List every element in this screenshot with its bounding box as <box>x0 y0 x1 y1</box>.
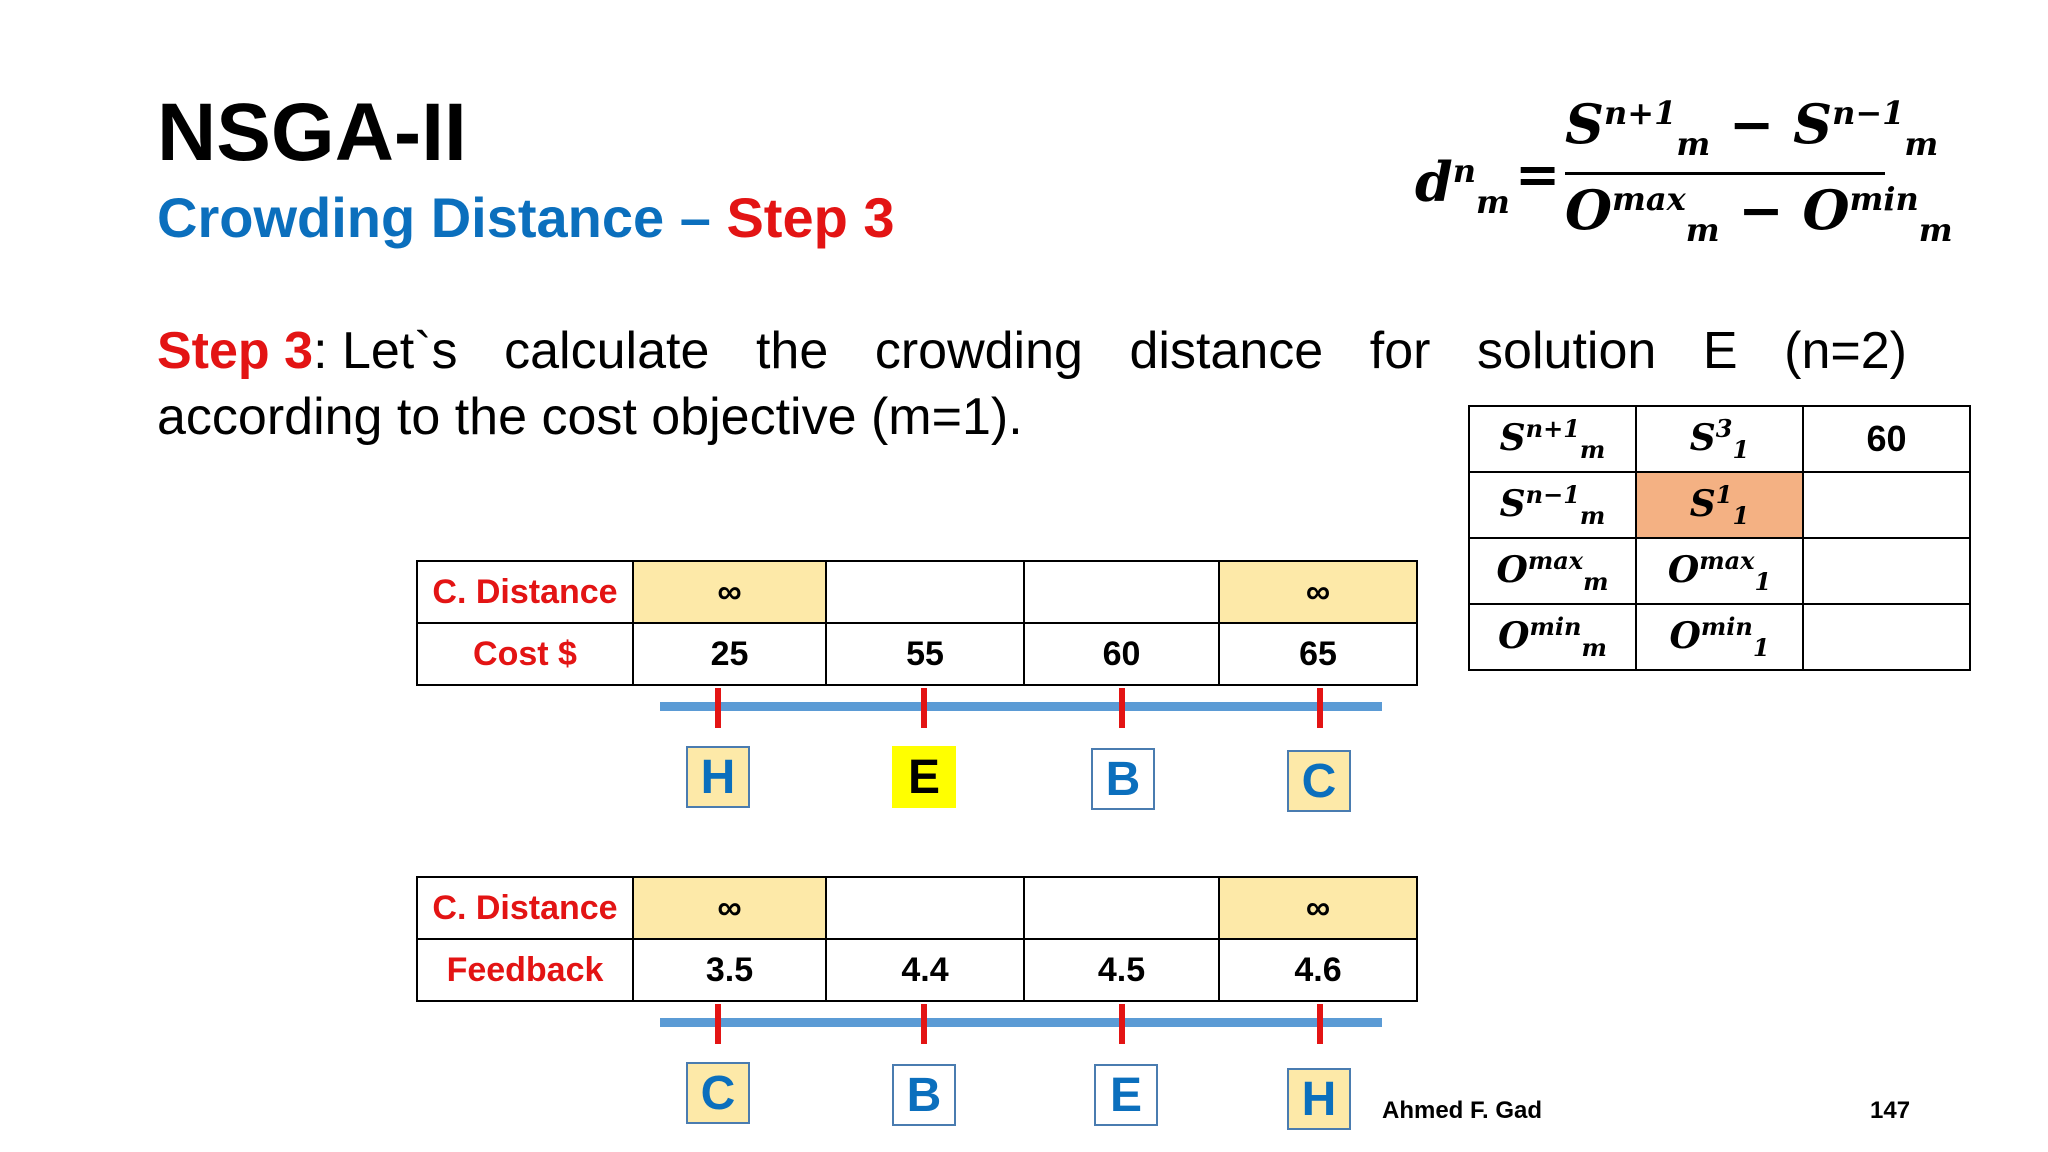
table-row <box>1469 406 1970 472</box>
distance-cell: ∞ <box>633 561 826 623</box>
symbol-cell: $O^{min}_m$ <box>1469 604 1636 670</box>
cost-axis-tick <box>921 688 927 728</box>
formula-fraction-bar <box>1565 172 1885 175</box>
symbol-cell: $O^{max}_m$ <box>1469 538 1636 604</box>
specific-symbol-cell-highlighted: $S^1_1$ <box>1636 472 1803 538</box>
objective-value-cell: 25 <box>633 623 826 685</box>
cost-axis-tick <box>1317 688 1323 728</box>
step-label: Step 3 <box>157 322 314 380</box>
reference-values-table <box>1468 405 1971 671</box>
feedback-axis-line <box>660 1018 1382 1027</box>
distance-cell: ∞ <box>633 877 826 939</box>
page-number: 147 <box>1870 1097 1911 1124</box>
symbol-cell: $S^{n-1}_m$ <box>1469 472 1636 538</box>
feedback-axis-tick <box>715 1004 721 1044</box>
table-row <box>417 561 1417 623</box>
feedback-axis-tick <box>921 1004 927 1044</box>
specific-symbol-cell: $O^{min}_1$ <box>1636 604 1803 670</box>
footer-author: Ahmed F. Gad <box>1382 1097 1543 1124</box>
distance-cell <box>1024 561 1219 623</box>
objective-value-cell: 4.4 <box>826 939 1024 1001</box>
feedback-table <box>416 876 1418 1002</box>
value-cell: 60 <box>1803 406 1970 472</box>
formula-denominator: $O^{max}_m - O^{min}_m$ <box>1565 178 1953 249</box>
distance-label: C. Distance <box>417 561 633 623</box>
distance-cell <box>1024 877 1219 939</box>
slide-subtitle <box>157 186 895 249</box>
subtitle-topic: Crowding Distance – <box>157 186 711 249</box>
solution-box-h: H <box>1287 1068 1351 1130</box>
feedback-axis-tick <box>1317 1004 1323 1044</box>
distance-cell <box>826 561 1024 623</box>
formula-equals: = <box>1515 142 1561 206</box>
value-cell <box>1803 472 1970 538</box>
specific-symbol-cell: $S^3_1$ <box>1636 406 1803 472</box>
solution-box-h: H <box>686 746 750 808</box>
value-cell <box>1803 604 1970 670</box>
cost-axis-tick <box>715 688 721 728</box>
symbol-cell: $S^{n+1}_m$ <box>1469 406 1636 472</box>
objective-label: Feedback <box>417 939 633 1001</box>
table-row <box>1469 604 1970 670</box>
table-row <box>1469 472 1970 538</box>
objective-value-cell: 55 <box>826 623 1024 685</box>
solution-box-c: C <box>686 1062 750 1124</box>
value-cell <box>1803 538 1970 604</box>
table-row <box>417 623 1417 685</box>
step-line-2: according to the cost objective (m=1). <box>157 388 1023 446</box>
subtitle-step: Step 3 <box>726 186 895 249</box>
objective-value-cell: 60 <box>1024 623 1219 685</box>
solution-box-b: B <box>892 1064 956 1126</box>
cost-axis-line <box>660 702 1382 711</box>
slide-title: NSGA-II <box>157 87 467 178</box>
objective-value-cell: 4.5 <box>1024 939 1219 1001</box>
crowding-distance-formula <box>1415 92 1953 252</box>
cost-table <box>416 560 1418 686</box>
step-line-1: Step 3: Let`s calculate the crowding distance for solution E (n=2) <box>157 322 1907 380</box>
specific-symbol-cell: $O^{max}_1$ <box>1636 538 1803 604</box>
solution-box-b: B <box>1091 748 1155 810</box>
objective-value-cell: 65 <box>1219 623 1417 685</box>
formula-numerator: $S^{n+1}_m - S^{n-1}_m$ <box>1565 92 1939 163</box>
objective-value-cell: 4.6 <box>1219 939 1417 1001</box>
solution-box-e-selected: E <box>892 746 956 808</box>
distance-cell: ∞ <box>1219 561 1417 623</box>
cost-axis-tick <box>1119 688 1125 728</box>
table-row <box>417 877 1417 939</box>
formula-lhs: $d^n_m$ <box>1415 150 1510 221</box>
objective-value-cell: 3.5 <box>633 939 826 1001</box>
distance-cell: ∞ <box>1219 877 1417 939</box>
solution-box-c: C <box>1287 750 1351 812</box>
table-row <box>417 939 1417 1001</box>
feedback-axis-tick <box>1119 1004 1125 1044</box>
objective-label: Cost $ <box>417 623 633 685</box>
distance-label: C. Distance <box>417 877 633 939</box>
table-row <box>1469 538 1970 604</box>
distance-cell <box>826 877 1024 939</box>
solution-box-e: E <box>1094 1064 1158 1126</box>
